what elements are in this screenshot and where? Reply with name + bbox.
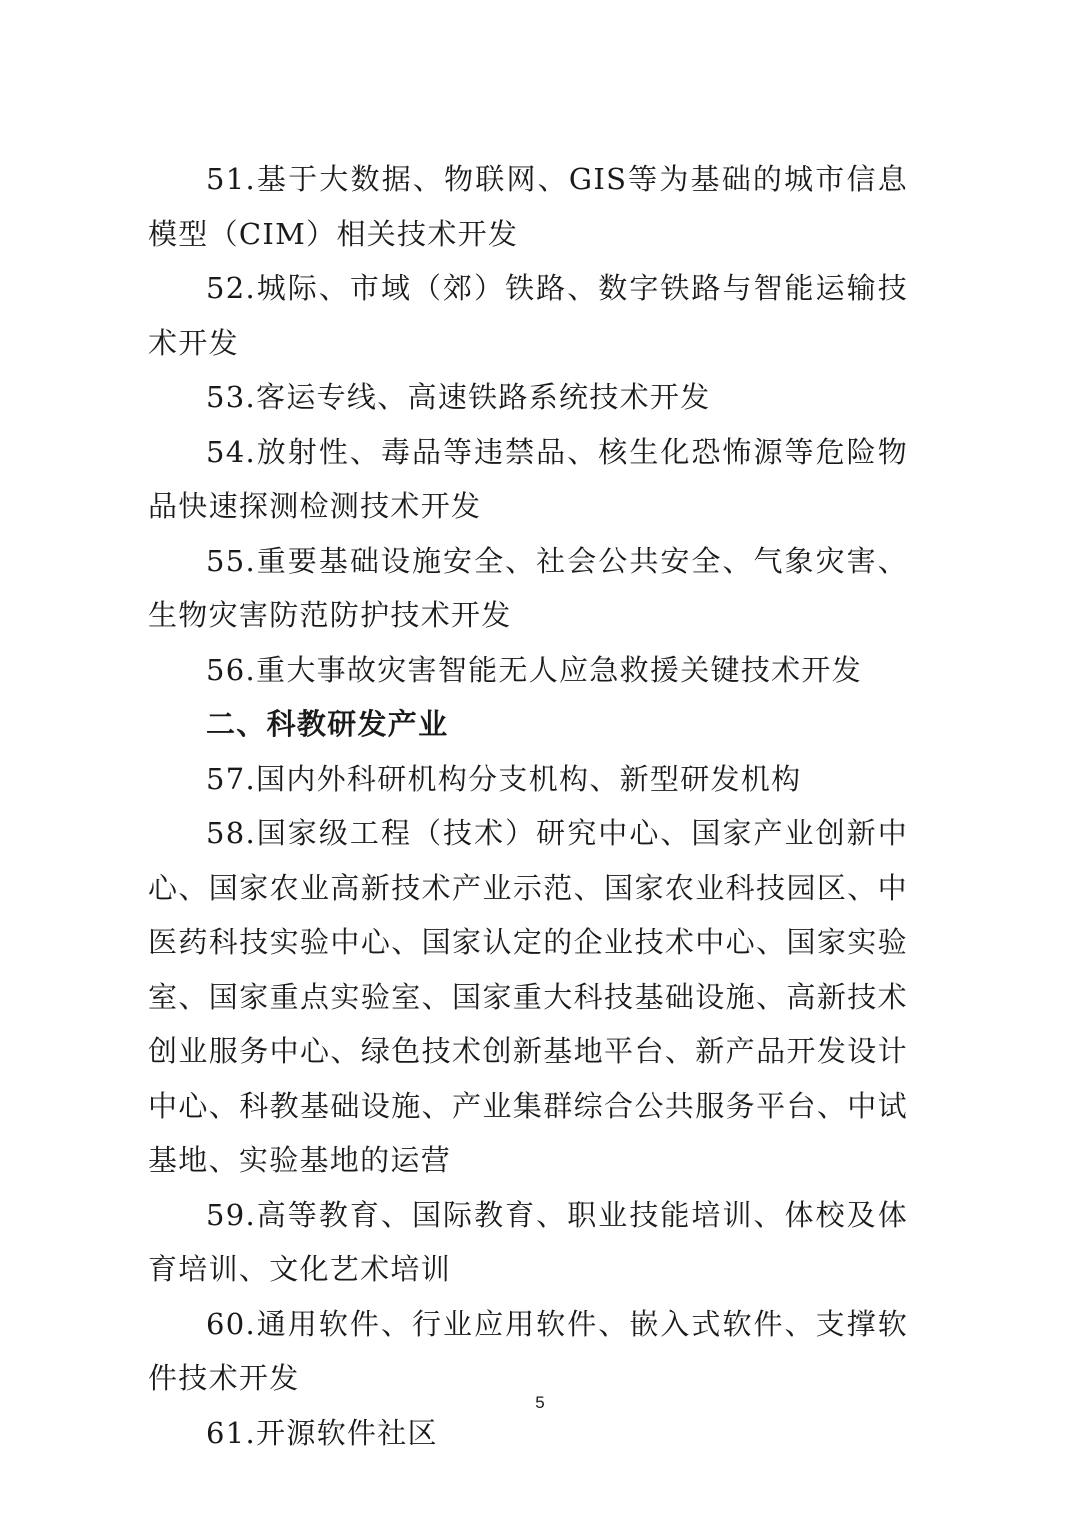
list-item-55: 55.重要基础设施安全、社会公共安全、气象灾害、生物灾害防范防护技术开发 <box>148 543 908 632</box>
list-item-59: 59.高等教育、国际教育、职业技能培训、体校及体育培训、文化艺术培训 <box>148 1197 908 1286</box>
list-item-56: 56.重大事故灾害智能无人应急救援关键技术开发 <box>206 652 863 687</box>
document-body <box>148 152 908 1460</box>
section-heading: 二、科教研发产业 <box>206 707 449 741</box>
list-item-53: 53.客运专线、高速铁路系统技术开发 <box>206 380 711 414</box>
list-item-61: 61.开源软件社区 <box>206 1415 438 1450</box>
list-item-52: 52.城际、市域（郊）铁路、数字铁路与智能运输技术开发 <box>148 271 908 360</box>
list-item-60: 60.通用软件、行业应用软件、嵌入式软件、支撑软件技术开发 <box>148 1306 908 1395</box>
list-item-54: 54.放射性、毒品等违禁品、核生化恐怖源等危险物品快速探测检测技术开发 <box>148 434 908 523</box>
list-item-58: 58.国家级工程（技术）研究中心、国家产业创新中心、国家农业高新技术产业示范、国家农业科技园区、中医药科技实验中心、国家认定的企业技术中心、国家实验室、国家重点实验室、国家重大科技基础设施、高新技术创业服务中心、绿色技术创新基地平台、新产品开发设计中心、科教基础设施、产业集群综合公共服务平台、中试基地、实验基地的运营 <box>148 816 908 1177</box>
list-item-51: 51.基于大数据、物联网、GIS等为基础的城市信息模型（CIM）相关技术开发 <box>148 162 908 251</box>
list-item-57: 57.国内外科研机构分支机构、新型研发机构 <box>206 761 802 796</box>
page-number: 5 <box>535 1393 545 1412</box>
